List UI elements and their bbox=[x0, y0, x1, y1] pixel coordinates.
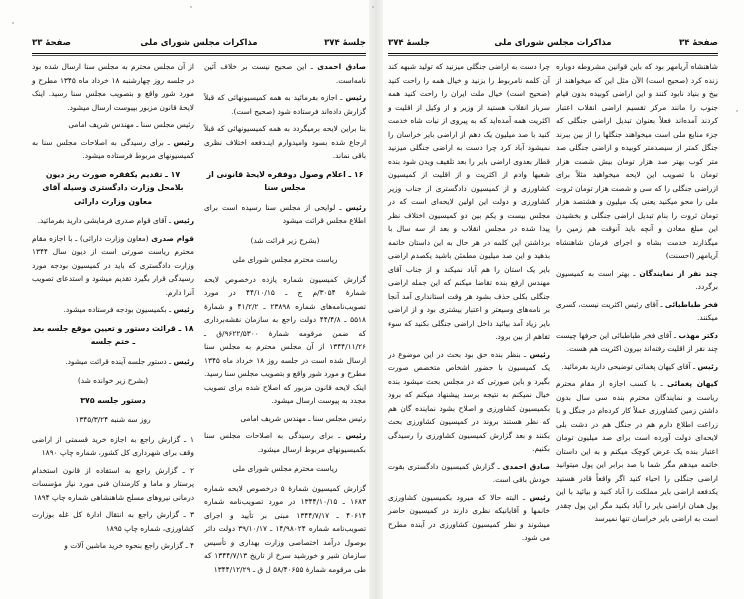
page-number: صفحهٔ ۳۴ bbox=[679, 38, 718, 48]
paragraph-text: ریاست محترم مجلس شورای ملی bbox=[232, 464, 338, 473]
section-heading bbox=[32, 322, 194, 349]
scan-speck bbox=[736, 110, 738, 112]
paragraph bbox=[32, 232, 194, 300]
paragraph-text: گزارش کمیسیون شماره یازده درخصوص لایحه شمارهٔ ۳۰۵۴/م ج ـ ۴۴/۱۰/۱۵ در مورد تصویب‌نامه‌های شماره ۲۳۸۹۸ ـ ۴۱/۲/۲ و شمارهٔ ۵۵۱۸ ـ ۴۴/۴/۸ دولت راجع به سازمان نقشه‌برداری که ضمن مرقومه شمارهٔ ۹۶۲۲/۵۳۰۰/ق ـ ۱۳۴۴/۱۱/۲۶ از آن مجلس محترم به مجلس سنا ارسال شده است در جلسه روز ۱۸ خرداد ماه ۱۳۴۵ مطرح و مورد شور واقع و بتصویب مجلس سنا رسید. اینک لایحه قانون مزبور که اصلاح شده برای تصویب مجدد به پیوست ارسال میشود. bbox=[204, 274, 366, 405]
paragraph-text: ۱۷ ـ تقدیم یکفقره صورت ریز دیون بلامحل وزارت دادگستری وسیله آقای معاون وزارت دارائی bbox=[42, 169, 184, 206]
scan-speck bbox=[190, 6, 192, 8]
paragraph bbox=[556, 60, 718, 263]
session-number: جلسهٔ ۳۷۴ bbox=[324, 38, 366, 48]
paragraph-text: ریاست محترم مجلس شورای ملی bbox=[232, 255, 338, 264]
paragraph-text: ـ برای رسیدگی به اصلاحات مجلس سنا به کمیسیونهای مربوط فرستاده میشود. bbox=[32, 137, 194, 160]
paragraph-text: ـ آقای قوام صدری فرمایشی دارید بفرمائید. bbox=[37, 216, 174, 225]
speaker-name: دکتر مهذب bbox=[678, 330, 718, 340]
paragraph-text: ـ گزارش کمیسیون دادگستری بقوت خودش باقی است. bbox=[388, 461, 550, 484]
paragraph-text: ـ برای رسیدگی به اصلاحات مجلس سنا بکمیسیونهای مربوط ارسال میشود. bbox=[204, 431, 366, 454]
paragraph-text: ـ بهتر است به کمیسیون برگردد. bbox=[556, 268, 718, 291]
paragraph bbox=[556, 360, 718, 374]
left-page bbox=[32, 38, 366, 593]
paragraph-text: رئیس مجلس سنا ـ مهندس شریف امامی bbox=[240, 413, 366, 423]
paragraph bbox=[388, 348, 550, 456]
speaker-name: رئیس bbox=[345, 431, 366, 440]
column-left bbox=[388, 60, 550, 593]
paragraph bbox=[32, 214, 194, 228]
paragraph-text: ۳ ـ گزارش راجع به انتقال ادارهٔ کل غله بوزارت کشاورزی، شماره چاپ ۱۸۹۵ bbox=[32, 510, 194, 533]
paragraph-text: (بشرح زیر خوانده شد) bbox=[77, 376, 149, 385]
paragraph-text: ـ آقای رئیس اکثریت نیست، کسری میکنند. bbox=[556, 299, 718, 322]
paragraph-text: ۱ ـ گزارش راجع به اجازه خرید قسمتی از اراضی وقف برای شهرداری کل کشور، شماره چاپ ۱۸۹۰ bbox=[32, 434, 194, 457]
speaker-name: صادق احمدی bbox=[502, 461, 551, 471]
paragraph bbox=[556, 329, 718, 356]
paragraph-text: ۱۸ ـ قرائت دستور و تعیین موقع جلسه بعد ـ ختم جلسه bbox=[32, 323, 194, 346]
centered-line bbox=[32, 413, 194, 427]
paragraph-text: ۲ ـ گزارش راجع به استفاده از قانون استخدام پرستار و ماما و کارمندان فنی مورد نیاز مؤسسات درمانی نیروهای مسلح شاهنشاهی شماره چاپ ۱۸۹۴ bbox=[32, 465, 194, 502]
column-left bbox=[32, 60, 194, 593]
header-rule-thin bbox=[32, 55, 366, 56]
paragraph-text: از آن مجلس محترم به مجلس سنا ارسال شده بود در جلسه روز چهارشنبه ۱۸ خرداد ماه ۱۳۴۵ مطرح و مورد شور واقع و بتصویب مجلس سنا رسید. اینک لایحهٔ قانون مزبور بپیوست ارسال میشود. bbox=[32, 62, 195, 112]
speaker-name: رئیس bbox=[529, 349, 550, 359]
paragraph bbox=[32, 136, 194, 163]
paragraph bbox=[204, 482, 366, 577]
right-page bbox=[388, 38, 718, 593]
paragraph-text: ۱۶ ـ اعلام وصول دوفقره لایحهٔ قانونی از مجلس سنا bbox=[206, 169, 364, 192]
paragraph bbox=[204, 273, 366, 408]
speaker-name: کیهان پغمائی bbox=[667, 379, 718, 388]
paragraph-text: شاهنشاه آریامهر بود که باین قوانین مشروطه دوباره زنده کرد (صحیح است) الآن مثل این که میخواهند از بیخ و بنیاد نابود کنند و این اراضی کوبیده بدون قیام جنوب را مانند مرکز تقسیم اراضی انقلاب اعتبار کردند آمده‌اند فعلاً بعنوان تبدیل اراضی جنگلی که جزء منابع ملی است میخواهند جنگلها را از بین ببرند جنگل کمتر از سیصدمتر کوبیده و اراضی جنگلی صد متر کوب بهتر صد هزار تومان بیش شصت هزار تومان با تصویب این لایحه میخواهید مثلاً برای ازراضی جنگلی را که سی و شصت هزار تومان ثروت ملی را محو میکنید یعنی یک میلیون و هشتصد هزار تومان ثروت را بنام تبدیل اراضی جنگلی و بخشیدن این مبلغ معادن و آنچه باید آنوقت هم زمین را میگذارند خدمت بشاه و اجرای فرمان شاهنشاه آریامهر (احسنت) bbox=[556, 62, 718, 260]
header-rule bbox=[32, 53, 366, 54]
paragraph-text: گزارش کمیسیون شمارهٔ ۵ درخصوص لایحه شماره ۱۶۸۳ ـ ۱۳۴۴/۱۰/۱۵ در مورد تصویب‌نامه شماره ۴۰۶۱۴ ـ ۱۳۴۴/۷/۱۷ مبنی بر تأیید و اجرای تصویب‌نامه شماره ۱۴/۹۸۰۲۴ ـ ۳۹/۱۰/۱۷ دولت دائر بوصول درآمد اختصاصی وزارت بهداری و تأسیس سازمان شیر و خورشید سرخ از تاریخ ۱۳۴۴/۷/۱۳ که طی مرقومه شمارهٔ ۵۸/۴۰۶۵۵ ل ق ـ ۱۳۴۴/۱۲/۲۹ bbox=[204, 483, 366, 574]
paragraph bbox=[32, 118, 194, 132]
paragraph-text: ـ با کسب اجازه از مقام محترم ریاست و نمایندگان محترم بنده سی سال بدون داشتن زمین کشاورزی عملاً کار کرده‌ام در جنگل و با زراعت اطلاع دارم هم در جنگل هم در دشت بلی لایحه‌ای دولت آورده است برای صد میلیون تومان اعتبار بنده یک عرض کوچک میکنم و به این داستان خاتمه میدهم مگر شما با صد برابر این پول میتوانید اراضی جنگلی را احیاء کنید اگر واقعاً قادر هستید یکدفعه اراضی بایر مملکت را آباد کنید و بیائید با این پول همان اراضی بایر را آباد بکنید مگر این پول چقدر است به اراضی بایر خراسان تنها نمیرسد bbox=[556, 379, 718, 523]
speaker-name: رئیس bbox=[173, 137, 194, 147]
paragraph bbox=[204, 429, 366, 456]
speaker-name: چند نفر از نمایندگان bbox=[639, 268, 719, 278]
paragraph-text: (بشرح زیر قرائت شد) bbox=[250, 235, 320, 245]
paragraph bbox=[204, 201, 366, 228]
speaker-name: صادق احمدی bbox=[317, 62, 366, 71]
section-heading bbox=[204, 168, 366, 195]
paragraph bbox=[204, 91, 366, 118]
scan-speck bbox=[12, 22, 14, 24]
paragraph bbox=[556, 298, 718, 325]
scan-speck bbox=[372, 6, 374, 8]
book-gutter bbox=[369, 0, 383, 599]
running-head bbox=[388, 38, 718, 52]
publication-title: مذاکرات مجلس شورای ملی bbox=[494, 38, 612, 48]
column-right bbox=[204, 60, 366, 593]
paragraph bbox=[388, 60, 550, 344]
paragraph-text: چرا دست به اراضی جنگلی میزنید که تولید شبهه کند آن کلمه نامربوط را بزنید و خیال همه را راحت کنید (صحیح است) خیال ملت ایران را راحت کنید همه سرباز انقلاب هستید از وزیر و از وکیل از اقلیت و اکثریت همه آمده‌اید که به پیروی از نیات شاه خدمت کنید با صد میلیون یک دهم از اراضی بایر خراسان را نمیشود آباد کرد چرا دست به اراضی جنگلی میزنید قطار بعدوی اراضی بایر را بعد تلقیف ویدن شود بنده شعبها وادم از اکثریت و از اقلیت از کمیسیون کشاورزی و از کمیسیون دادگستری از جناب وزیر کشاورزی و دولت این اولین لایحه‌ای است که در مجلس بیست و یکم بین دو کمیسیون اختلاف نظر پیدا شده در مجلس انقلاب و بعد از سه سال با برداشتن این کلمه در هر حال به این داستان خاتمه بدهید و این صد میلیون مطمئن باشید یکصدم اراضی بایر یک استان را هم آباد نمیکند و از جناب آقای مهندس ارفع بنده تقاضا میکنم که این جمله اراضی جنگلی بکلی حذف بشود هر وقت استانداری آمد آنجا بر نامه‌های وسیعتر و اعتبار بیشتری بود و از اراضی بایر زیاد آمد بیائید داخل اراضی جنگلی بکنید که سوء تفاهم از بین برود. bbox=[388, 62, 550, 341]
paragraph-text: ۴ ـ گزارش راجع بنحوه خرید ماشین آلات و bbox=[64, 541, 194, 550]
paragraph-text: ـ اجازه بفرمائید به همه کمیسیونهائی که قبلاً گزارش داده‌اند فرستاده شود (صحیح است). bbox=[204, 93, 366, 116]
paragraph bbox=[388, 491, 550, 545]
paragraph bbox=[32, 433, 194, 460]
section-heading bbox=[32, 394, 194, 408]
centered-line bbox=[32, 374, 194, 388]
paragraph-text: ـ آقای کیهان پغمائی توضیحی دارید بفرمائید. bbox=[561, 361, 698, 371]
speaker-name: رئیس bbox=[345, 93, 366, 102]
paragraph-text: ـ آقای فخر طباطبائی این حرفها چیست چند نفر از اقلیت رفته‌اند بیرون اکثریت هم هست. bbox=[556, 330, 718, 353]
session-number: جلسهٔ ۳۷۴ bbox=[388, 38, 430, 48]
paragraph-text: روز سه شنبه ۱۳۴۵/۳/۲۴ bbox=[75, 415, 151, 424]
section-heading bbox=[32, 168, 194, 209]
speaker-name: رئیس bbox=[173, 305, 194, 314]
centered-line bbox=[204, 462, 366, 476]
speaker-name: فخر طباطبائی bbox=[664, 299, 718, 309]
paragraph bbox=[204, 60, 366, 87]
header-rule-thin bbox=[388, 55, 718, 56]
paragraph-text: ـ البته حالا که میرود بکمیسیون کشاورزی خانمها و آقایانیکه نظری دارند در کمیسیون حاضر میشوند و نظر کمیسیون کشاورزی در آینده مطرح می شود. bbox=[388, 492, 550, 542]
paragraph bbox=[204, 122, 366, 163]
paragraph bbox=[388, 460, 550, 487]
paragraph bbox=[32, 60, 194, 114]
running-head bbox=[32, 38, 366, 52]
paragraph-text: (معاون وزارت دارائی) ـ با اجازه مقام محترم ریاست صورتی است از دیون سال ۱۳۴۴ وزارت دادگستری که باید در کمیسیون بودجه مورد رسیدگی قرار بگیرد تقدیم میشود و استدعای تصویب آنرا دارم. bbox=[32, 233, 194, 297]
speaker-name: رئیس bbox=[173, 216, 194, 225]
paragraph-text: ـ این صحیح نیست بر خلاف آئین نامه‌است. bbox=[204, 62, 366, 85]
paragraph-text: ـ لوایحی از مجلس سنا رسیده است برای اطلاع مجلس قرائت میشود bbox=[204, 202, 366, 225]
paragraph bbox=[204, 412, 366, 426]
paragraph bbox=[32, 464, 194, 505]
centered-line bbox=[204, 253, 366, 267]
page-number: صفحهٔ ۳۳ bbox=[32, 38, 71, 48]
paragraph-text: ـ دستور جلسه آینده قرائت میشود. bbox=[65, 356, 174, 366]
paragraph-text: ـ بکمیسیون بودجه فرستاده میشود. bbox=[63, 305, 174, 314]
speaker-name: رئیس bbox=[529, 492, 550, 502]
paragraph bbox=[32, 355, 194, 369]
header-rule bbox=[388, 53, 718, 54]
paragraph-text: بنا براین لایحه برمیگردد به همه کمیسیونهائی که قبلاً ارجاع شده بسود وامیدوارم اینـدفعه اختلاف نظری باقی نماند. bbox=[204, 124, 366, 160]
speaker-name: رئیس bbox=[697, 361, 718, 371]
paragraph bbox=[32, 539, 194, 553]
column-right bbox=[556, 60, 718, 593]
paragraph-text: ـ بنظر بنده حق بود بحث در این موضوع در یک کمیسیون با حضور اشخاص متخصص صورت بگیرد و باین صورتی که در مجلس بحث میشود بنده خیال نمیکنم به نتیجه برسد پیشنهاد میکنم که برود بکمیسیون کشاورزی و اصلاح بشود نماینده گان هم که نظر هستند بروند در کمیسیون کشاورزی بحث بکنند و بعد گزارش کمیسیون کشاورزی را رسیدگی بکنیم. bbox=[388, 349, 550, 453]
speaker-name: رئیس bbox=[345, 202, 366, 212]
speaker-name: قوام صدری bbox=[151, 233, 194, 243]
centered-line bbox=[204, 234, 366, 248]
paragraph bbox=[556, 377, 718, 526]
speaker-name: رئیس bbox=[173, 356, 194, 366]
paragraph-text: رئیس مجلس سنا ـ مهندس شریف امامی bbox=[68, 120, 194, 129]
paragraph bbox=[32, 508, 194, 535]
paragraph-text: دستور جلسه ۳۷۵ bbox=[80, 395, 146, 405]
publication-title: مذاکرات مجلس شورای ملی bbox=[140, 38, 258, 48]
paragraph bbox=[32, 303, 194, 317]
paragraph bbox=[556, 267, 718, 294]
